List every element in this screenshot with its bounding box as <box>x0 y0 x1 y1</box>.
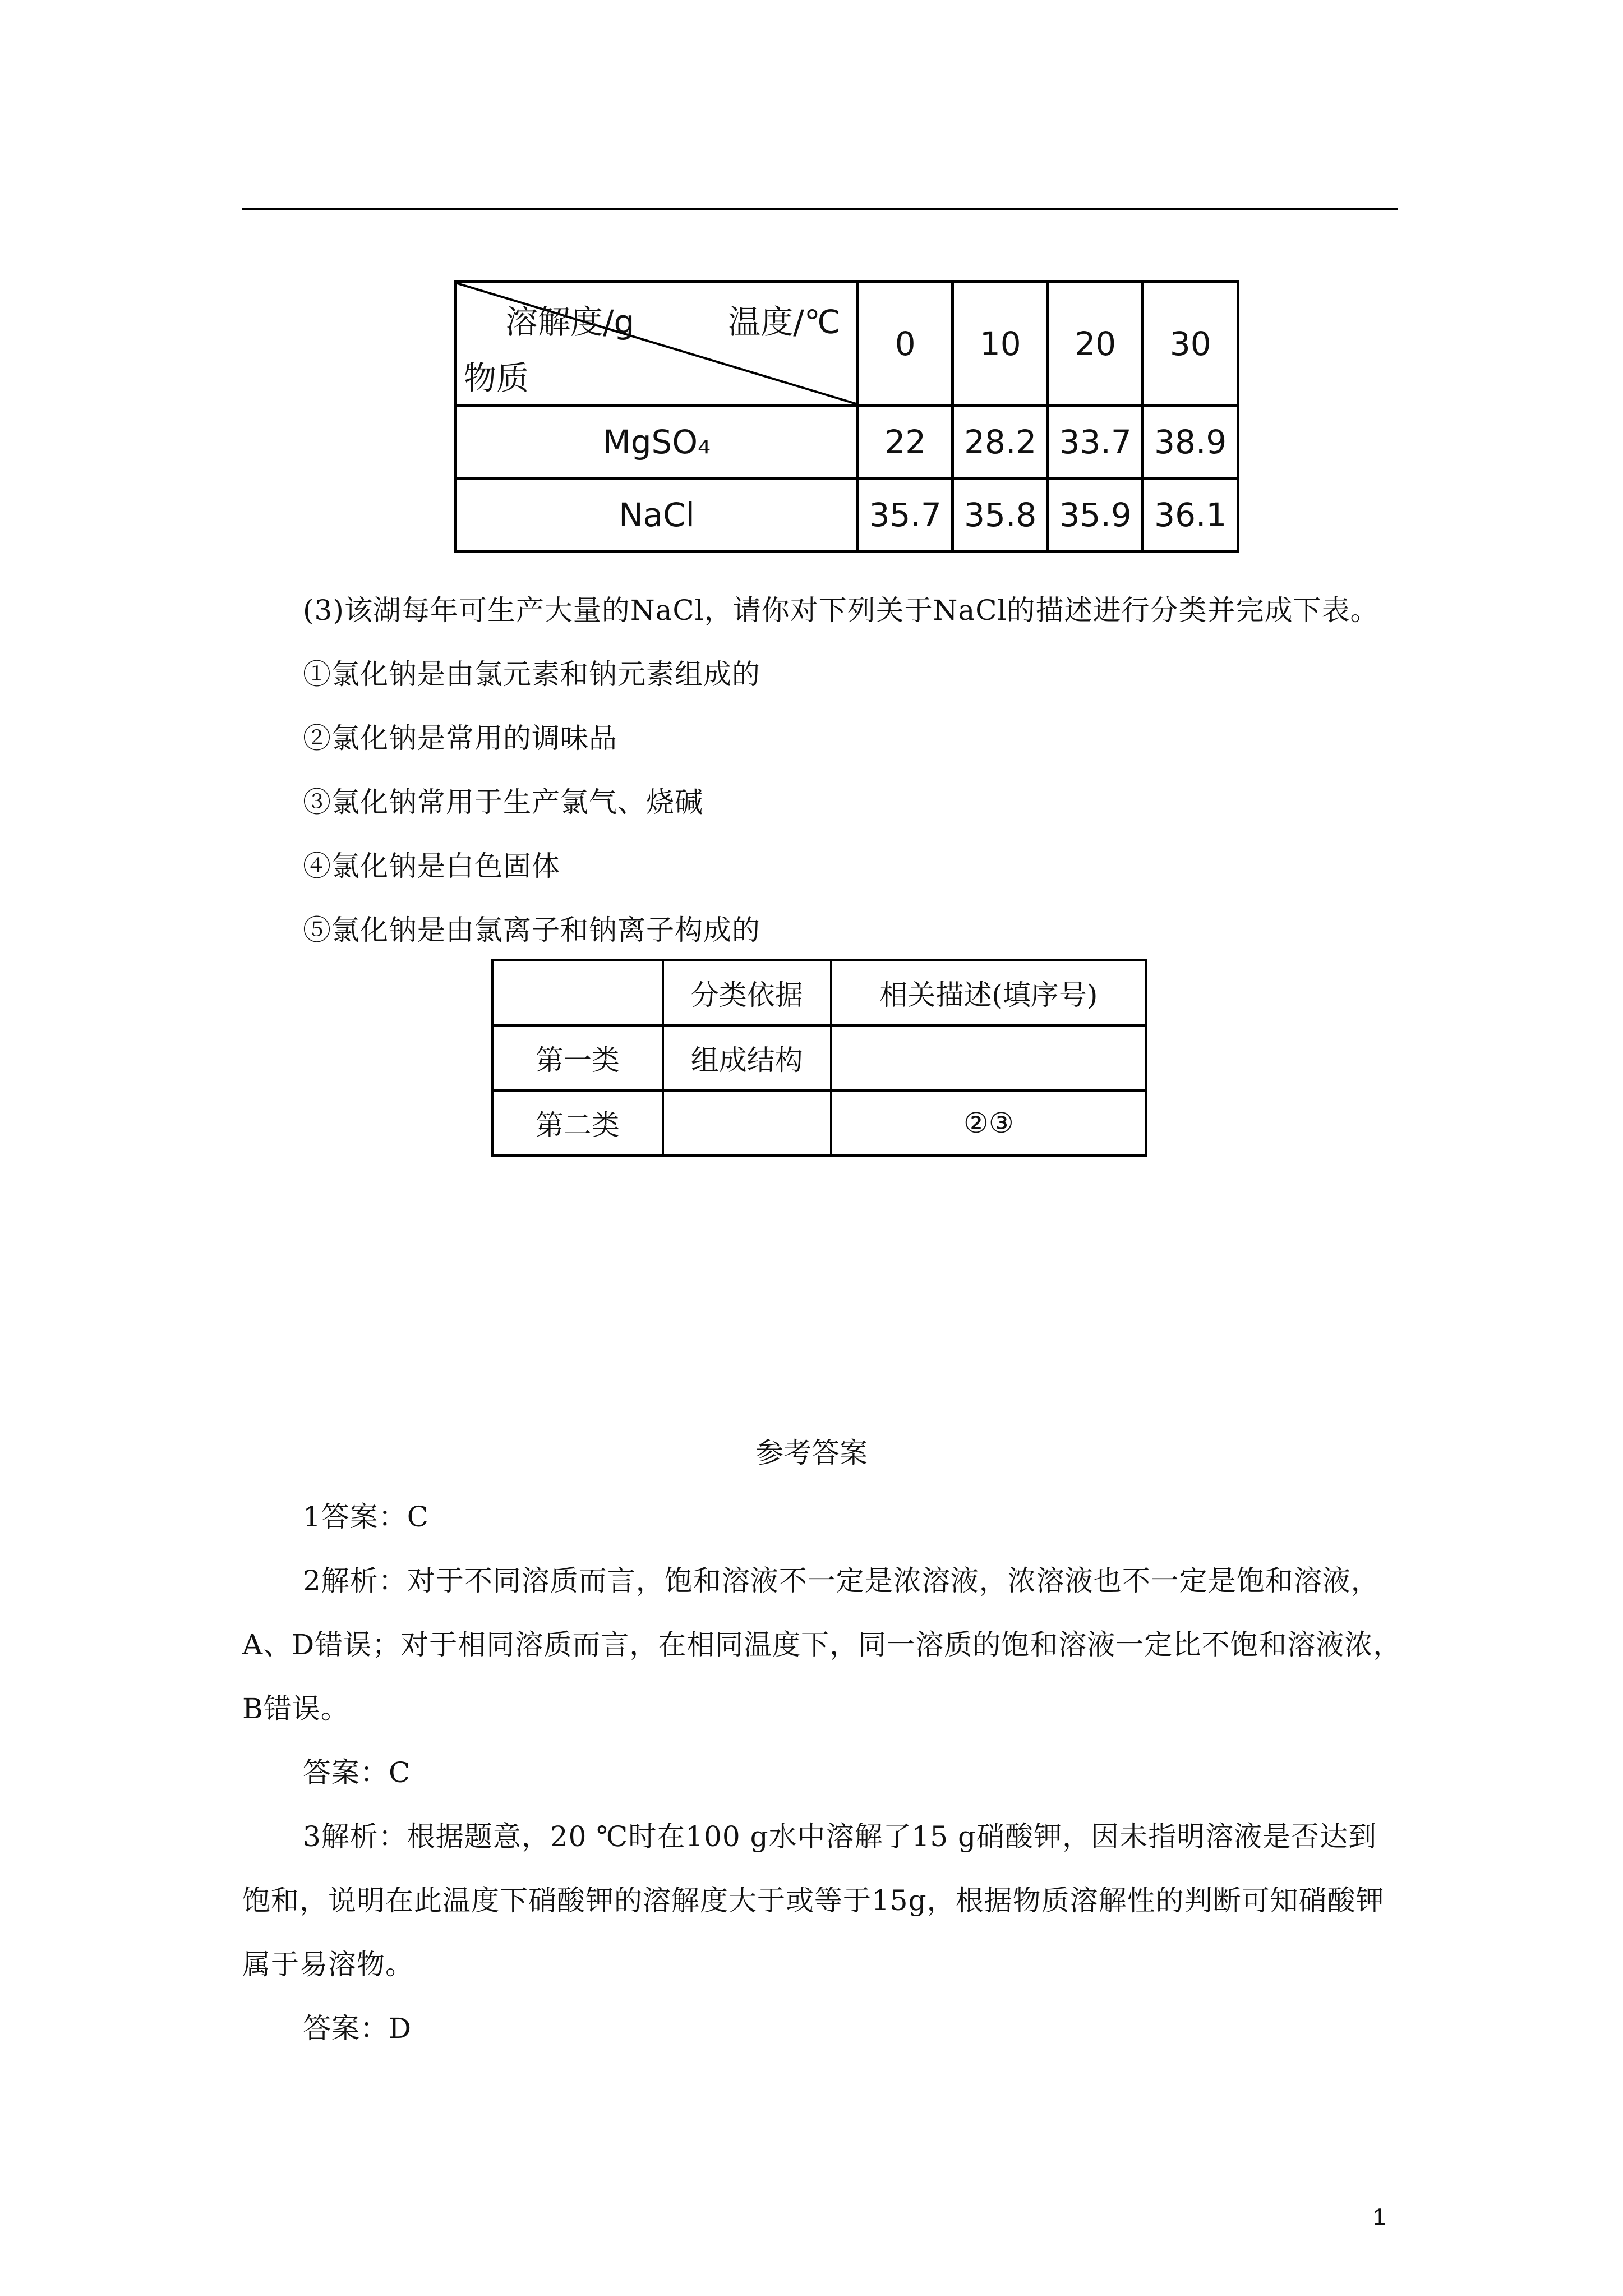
table-row <box>492 1091 1146 1156</box>
table-cell: ②③ <box>831 1091 1146 1156</box>
table-row <box>456 406 1238 478</box>
table-cell: 第二类 <box>492 1091 663 1156</box>
question-item: ③氯化钠常用于生产氯气、烧碱 <box>303 786 703 818</box>
solubility-label: 溶解度/g <box>505 303 635 341</box>
answer-line: A、D错误；对于相同溶质而言，在相同温度下，同一溶质的饱和溶液一定比不饱和溶液浓， <box>242 1628 1402 1661</box>
table-cell <box>492 960 663 1025</box>
solubility-value: 22 <box>857 406 953 478</box>
substance-name: NaCl <box>456 478 858 551</box>
solubility-header-row <box>456 282 1238 406</box>
table-header-cell: 分类依据 <box>663 960 831 1025</box>
solubility-value: 33.7 <box>1048 406 1143 478</box>
table-cell <box>663 1091 831 1156</box>
question-item: ⑤氯化钠是由氯离子和钠离子构成的 <box>303 914 760 946</box>
table-header-cell: 相关描述(填序号) <box>831 960 1146 1025</box>
solubility-table <box>454 280 1239 553</box>
answer-line: 3解析：根据题意，20 ℃时在100 g水中溶解了15 g硝酸钾，因未指明溶液是否达到 <box>303 1820 1377 1853</box>
solubility-value: 36.1 <box>1143 478 1238 551</box>
temperature-header: 30 <box>1143 282 1238 406</box>
header-rule <box>242 208 1398 210</box>
question-intro: (3)该湖每年可生产大量的NaCl，请你对下列关于NaCl的描述进行分类并完成下表。 <box>303 594 1379 627</box>
diagonal-header-cell <box>456 282 858 406</box>
substance-name: MgSO₄ <box>456 406 858 478</box>
table-row <box>492 960 1146 1025</box>
page-number: 1 <box>1373 2203 1386 2230</box>
answer-line: B错误。 <box>242 1692 349 1725</box>
table-cell <box>831 1025 1146 1091</box>
answer-line: 2解析：对于不同溶质而言，饱和溶液不一定是浓溶液，浓溶液也不一定是饱和溶液， <box>303 1565 1380 1597</box>
temperature-header: 20 <box>1048 282 1143 406</box>
answer-line: 饱和，说明在此温度下硝酸钾的溶解度大于或等于15g，根据物质溶解性的判断可知硝酸钾 <box>242 1884 1385 1917</box>
solubility-value: 35.9 <box>1048 478 1143 551</box>
temperature-header: 0 <box>857 282 953 406</box>
solubility-value: 35.7 <box>857 478 953 551</box>
answer-line: 答案：C <box>303 1756 411 1789</box>
table-row <box>492 1025 1146 1091</box>
answer-line: 属于易溶物。 <box>242 1948 414 1981</box>
question-item: ①氯化钠是由氯元素和钠元素组成的 <box>303 658 760 691</box>
answer-line: 1答案：C <box>303 1501 430 1533</box>
solubility-value: 38.9 <box>1143 406 1238 478</box>
classification-table <box>491 959 1147 1157</box>
answers-title: 参考答案 <box>755 1437 868 1469</box>
table-cell: 组成结构 <box>663 1025 831 1091</box>
answer-line: 答案：D <box>303 2012 412 2045</box>
solubility-value: 28.2 <box>953 406 1048 478</box>
temperature-header: 10 <box>953 282 1048 406</box>
question-item: ②氯化钠是常用的调味品 <box>303 722 617 754</box>
table-cell: 第一类 <box>492 1025 663 1091</box>
table-row <box>456 478 1238 551</box>
question-item: ④氯化钠是白色固体 <box>303 850 560 882</box>
temperature-label: 温度/℃ <box>728 303 841 341</box>
solubility-value: 35.8 <box>953 478 1048 551</box>
substance-label: 物质 <box>464 359 529 397</box>
